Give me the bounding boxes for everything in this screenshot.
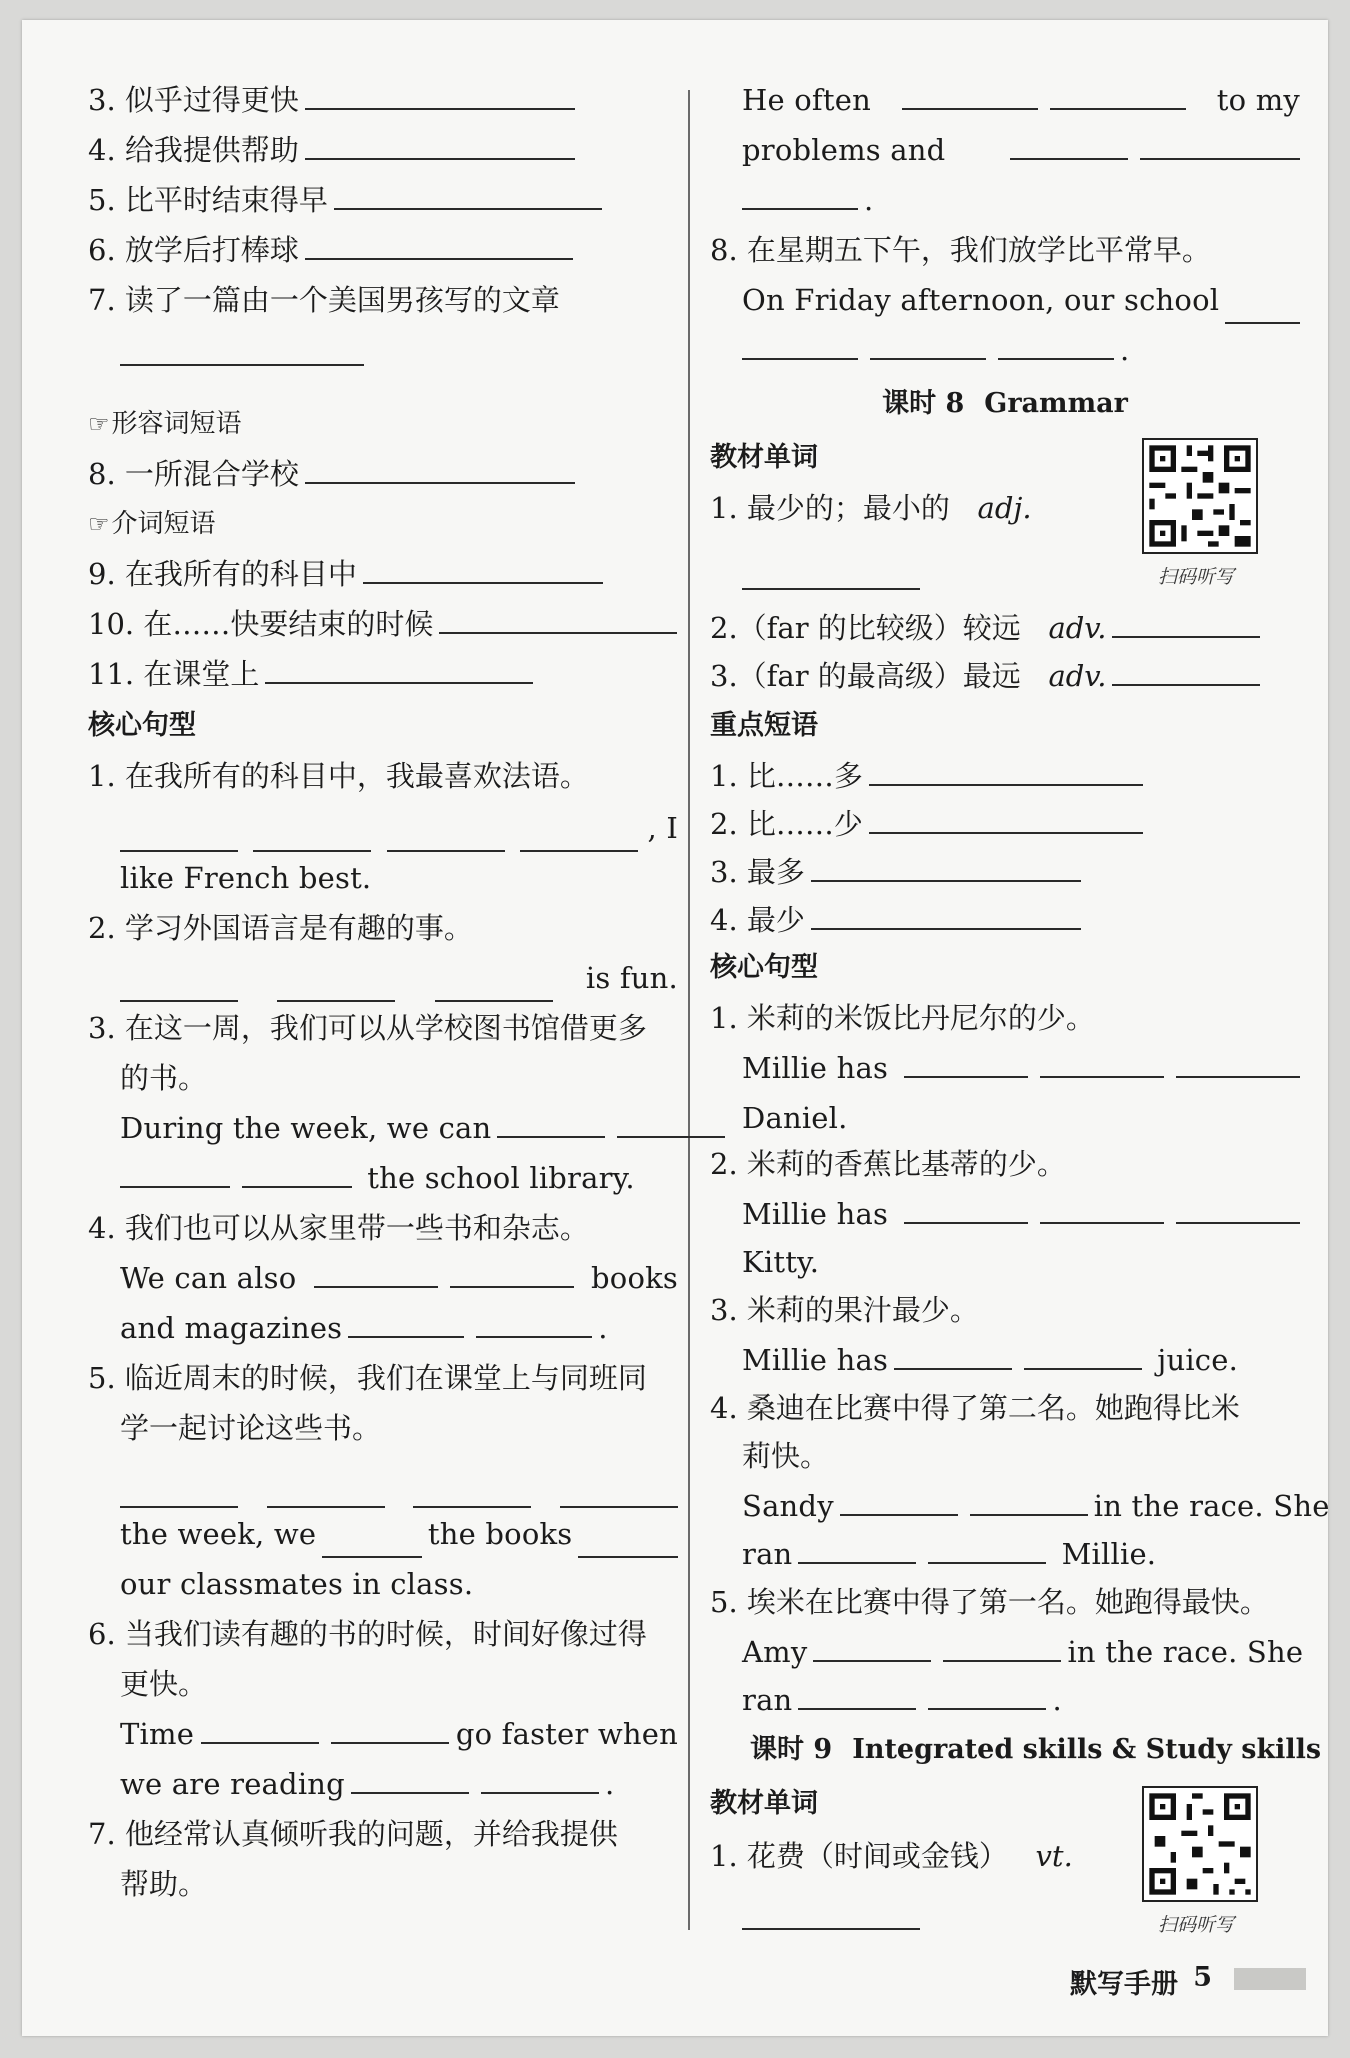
answer-blank[interactable] [348, 1308, 464, 1338]
sentence-cn: 帮助。 [120, 1867, 208, 1901]
word-item: 3.（far 的最高级）最远 adv. [710, 652, 1300, 700]
qr-code-icon[interactable] [1142, 438, 1258, 554]
answer-blank[interactable] [351, 1764, 469, 1794]
answer-line: Millie has [710, 1190, 1300, 1238]
answer-line [88, 1460, 678, 1508]
sentence-cn: 5. 埃米在比赛中得了第一名。她跑得最快。 [710, 1585, 1269, 1619]
answer-line: and magazines . [88, 1304, 678, 1352]
phrase-item: 6. 放学后打棒球 [88, 226, 678, 274]
answer-blank[interactable] [1024, 1340, 1142, 1370]
sentence-en: Daniel. [742, 1101, 848, 1135]
answer-blank[interactable] [870, 330, 986, 360]
phrase-item: 2. 比……少 [710, 800, 1300, 848]
answer-blank[interactable] [1176, 1194, 1300, 1224]
answer-blank[interactable] [322, 1528, 422, 1558]
answer-blank[interactable] [928, 1680, 1046, 1710]
answer-blank[interactable] [1112, 656, 1260, 686]
word-item: 1. 花费（时间或金钱） vt. [710, 1839, 1073, 1873]
answer-blank[interactable] [1225, 294, 1300, 324]
phrase-item: 5. 比平时结束得早 [88, 176, 678, 224]
sentence-cn: 2. 学习外国语言是有趣的事。 [88, 911, 473, 945]
phrase-item: 8. 一所混合学校 [88, 450, 678, 498]
answer-blank[interactable] [120, 1158, 230, 1188]
answer-blank[interactable] [902, 80, 1038, 110]
phrase-item: 10. 在……快要结束的时候 [88, 600, 678, 648]
section-heading-core: 核心句型 [88, 710, 196, 741]
subheading-adj: ☞形容词短语 [88, 409, 242, 439]
sentence-cn: 1. 在我所有的科目中，我最喜欢法语。 [88, 759, 589, 793]
answer-line: . [710, 176, 1300, 224]
answer-blank[interactable] [894, 1340, 1012, 1370]
answer-blank[interactable] [120, 972, 238, 1002]
answer-blank[interactable] [305, 454, 575, 484]
scan-listen-label: 扫码听写 [1158, 1914, 1235, 1936]
sentence-cn: 4. 我们也可以从家里带一些书和杂志。 [88, 1211, 589, 1245]
qr-code-icon[interactable] [1142, 1786, 1258, 1902]
answer-line: Time go faster when [88, 1710, 678, 1758]
subheading-prep: ☞介词短语 [88, 509, 216, 539]
answer-line: the week, we the books [88, 1510, 678, 1558]
answer-blank[interactable] [1176, 1048, 1300, 1078]
answer-blank[interactable] [476, 1308, 592, 1338]
answer-blank[interactable] [970, 1486, 1088, 1516]
answer-line: problems and [710, 126, 1300, 174]
answer-blank[interactable] [120, 822, 238, 852]
answer-blank[interactable] [387, 822, 505, 852]
footer-decoration [1234, 1968, 1306, 1990]
answer-blank[interactable] [253, 822, 371, 852]
sentence-en: our classmates in class. [120, 1567, 474, 1601]
answer-blank[interactable] [1112, 608, 1260, 638]
sentence-cn: 4. 桑迪在比赛中得了第二名。她跑得比米 [710, 1391, 1240, 1425]
answer-blank[interactable] [811, 900, 1081, 930]
answer-blank[interactable] [998, 330, 1114, 360]
answer-blank[interactable] [120, 1478, 238, 1508]
phrase-item: 1. 比……多 [710, 752, 1300, 800]
answer-line: the school library. [88, 1154, 678, 1202]
answer-blank[interactable] [578, 1528, 678, 1558]
sentence-en: Kitty. [742, 1245, 820, 1279]
sentence-cn: 6. 当我们读有趣的书的时候，时间好像过得 [88, 1617, 647, 1651]
answer-blank[interactable] [242, 1158, 352, 1188]
answer-blank[interactable] [1040, 1194, 1164, 1224]
answer-line: ran . [710, 1676, 1300, 1724]
answer-line: He often to my [710, 76, 1300, 124]
sentence-cn: 5. 临近周末的时候，我们在课堂上与同班同 [88, 1361, 647, 1395]
sentence-cn: 3. 米莉的果汁最少。 [710, 1293, 979, 1327]
answer-blank[interactable] [120, 336, 364, 366]
answer-line: . [710, 326, 1300, 374]
sentence-cn: 更快。 [120, 1667, 208, 1701]
answer-blank[interactable] [305, 230, 573, 260]
answer-blank[interactable] [1050, 80, 1186, 110]
phrase-item: 3. 似乎过得更快 [88, 76, 678, 124]
phrase-item: 11. 在课堂上 [88, 650, 678, 698]
word-item: 2.（far 的比较级）较远 adv. [710, 604, 1300, 652]
answer-blank[interactable] [305, 80, 575, 110]
answer-blank[interactable] [450, 1258, 574, 1288]
answer-blank[interactable] [520, 822, 638, 852]
answer-line: Millie has juice. [710, 1336, 1300, 1384]
answer-blank[interactable] [811, 852, 1081, 882]
answer-blank[interactable] [439, 604, 677, 634]
answer-blank[interactable] [742, 330, 858, 360]
answer-line: Millie has [710, 1044, 1300, 1092]
answer-blank[interactable] [314, 1258, 438, 1288]
section-heading-words: 教材单词 [710, 442, 818, 473]
answer-blank[interactable] [435, 972, 553, 1002]
phrase-item: 7. 读了一篇由一个美国男孩写的文章 [88, 283, 560, 317]
scan-listen-label: 扫码听写 [1158, 566, 1235, 588]
answer-blank[interactable] [869, 804, 1143, 834]
sentence-cn: 的书。 [120, 1061, 208, 1095]
pointing-hand-icon: ☞ [88, 410, 110, 438]
sentence-cn: 3. 在这一周，我们可以从学校图书馆借更多 [88, 1011, 647, 1045]
answer-blank[interactable] [742, 560, 920, 590]
page-number: 5 [1193, 1962, 1212, 1993]
section-heading-core: 核心句型 [710, 952, 818, 983]
lesson-title: 课时 8 Grammar [882, 388, 1128, 419]
answer-line: , I [88, 804, 678, 852]
pointing-hand-icon: ☞ [88, 510, 110, 538]
answer-blank[interactable] [201, 1714, 319, 1744]
answer-blank[interactable] [331, 1714, 449, 1744]
answer-blank[interactable] [481, 1764, 599, 1794]
answer-blank[interactable] [363, 554, 603, 584]
answer-blank[interactable] [813, 1632, 931, 1662]
answer-line: is fun. [88, 954, 678, 1002]
answer-blank[interactable] [413, 1478, 531, 1508]
section-heading-phrases: 重点短语 [710, 710, 818, 741]
answer-blank[interactable] [840, 1486, 958, 1516]
answer-blank[interactable] [928, 1534, 1046, 1564]
answer-blank[interactable] [798, 1680, 916, 1710]
answer-blank[interactable] [334, 180, 602, 210]
sentence-cn: 1. 米莉的米饭比丹尼尔的少。 [710, 1001, 1095, 1035]
word-item: 1. 最少的；最小的 adj. [710, 491, 1032, 525]
answer-blank[interactable] [1140, 130, 1300, 160]
answer-line: Amy in the race. She [710, 1628, 1300, 1676]
answer-blank[interactable] [277, 972, 395, 1002]
sentence-cn: 2. 米莉的香蕉比基蒂的少。 [710, 1147, 1066, 1181]
answer-line: During the week, we can [88, 1104, 678, 1152]
column-divider [688, 90, 690, 1930]
answer-blank[interactable] [267, 1478, 385, 1508]
sentence-en: like French best. [120, 861, 372, 895]
sentence-cn: 8. 在星期五下午，我们放学比平常早。 [710, 233, 1211, 267]
answer-line [88, 332, 678, 380]
lesson-title: 课时 9 Integrated skills & Study skills [750, 1734, 1322, 1765]
answer-blank[interactable] [904, 1048, 1028, 1078]
answer-line: we are reading . [88, 1760, 678, 1808]
answer-blank[interactable] [305, 130, 575, 160]
answer-blank[interactable] [869, 756, 1143, 786]
sentence-cn: 7. 他经常认真倾听我的问题，并给我提供 [88, 1817, 618, 1851]
answer-line: On Friday afternoon, our school [710, 276, 1300, 324]
answer-blank[interactable] [943, 1632, 1061, 1662]
answer-line: Sandy in the race. She [710, 1482, 1300, 1530]
answer-blank[interactable] [1010, 130, 1128, 160]
answer-blank[interactable] [904, 1194, 1028, 1224]
answer-blank[interactable] [742, 1900, 920, 1930]
answer-line: ran Millie. [710, 1530, 1300, 1578]
section-heading-words: 教材单词 [710, 1788, 818, 1819]
answer-line: We can also books [88, 1254, 678, 1302]
sentence-cn: 学一起讨论这些书。 [120, 1411, 382, 1445]
footer-title: 默写手册 [1070, 1969, 1178, 2000]
answer-blank[interactable] [497, 1108, 605, 1138]
answer-blank[interactable] [265, 654, 533, 684]
answer-blank[interactable] [742, 180, 858, 210]
sentence-cn: 莉快。 [742, 1439, 830, 1473]
answer-blank[interactable] [560, 1478, 678, 1508]
phrase-item: 3. 最多 [710, 848, 1300, 896]
workbook-page [22, 20, 1328, 2036]
answer-blank[interactable] [1040, 1048, 1164, 1078]
phrase-item: 9. 在我所有的科目中 [88, 550, 678, 598]
phrase-item: 4. 最少 [710, 896, 1300, 944]
answer-blank[interactable] [798, 1534, 916, 1564]
phrase-item: 4. 给我提供帮助 [88, 126, 678, 174]
